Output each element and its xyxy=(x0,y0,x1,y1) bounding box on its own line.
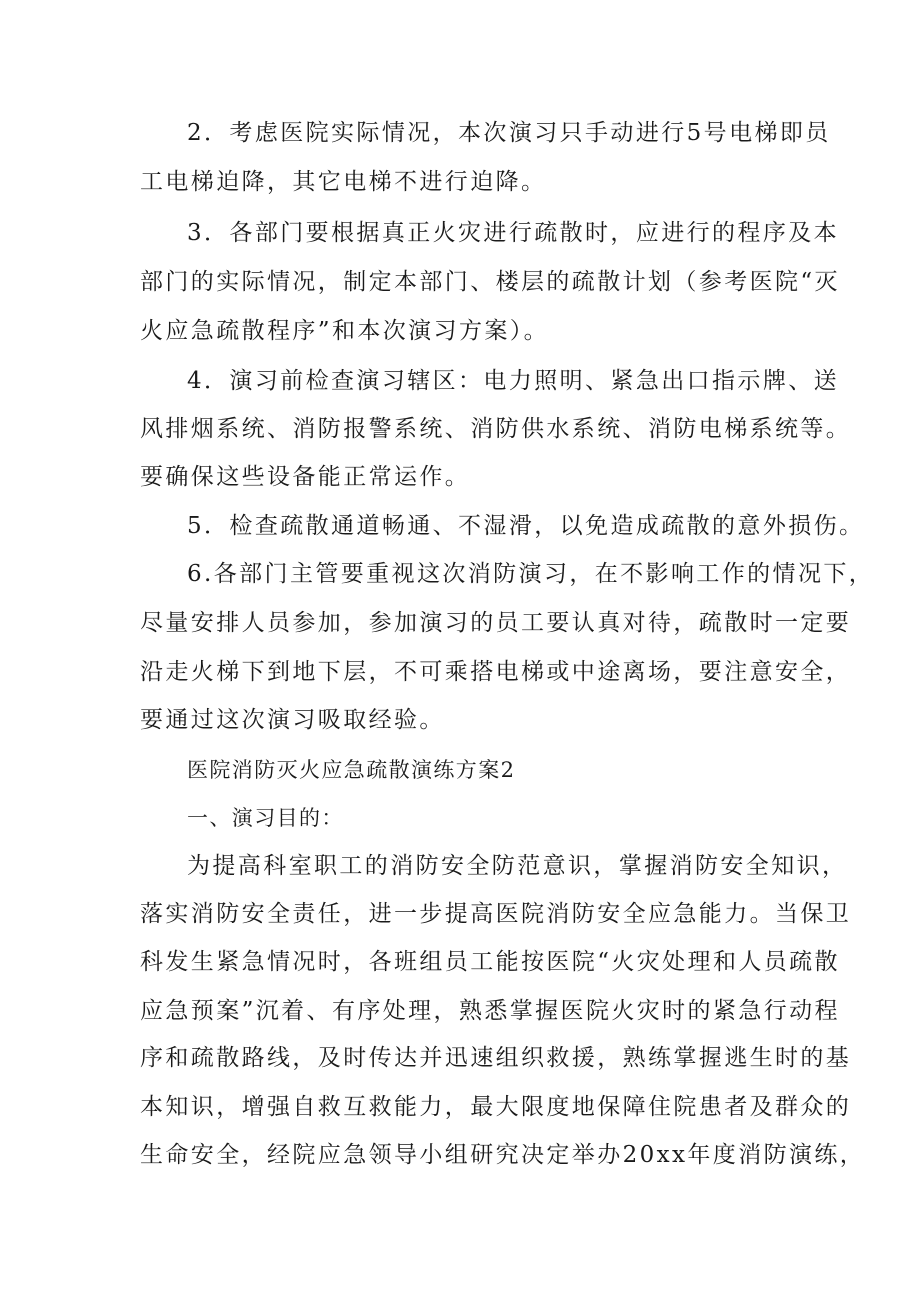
text-line: 落实消防安全责任，进一步提高医院消防安全应急能力。当保卫 xyxy=(140,901,852,927)
text-line: 要确保这些设备能正常运作。 xyxy=(140,464,471,490)
text-line: 部门的实际情况，制定本部门、楼层的疏散计划（参考医院“灭 xyxy=(140,269,840,295)
text-line: 应急预案”沉着、有序处理，熟悉掌握医院火灾时的紧急行动程 xyxy=(140,998,840,1024)
text-line: 2．考虑医院实际情况，本次演习只手动进行5号电梯即员 xyxy=(187,120,831,146)
text-line: 风排烟系统、消防报警系统、消防供水系统、消防电梯系统等。 xyxy=(140,416,852,442)
text-line: 生命安全，经院应急领导小组研究决定举办20xx年度消防演练， xyxy=(140,1142,866,1168)
text-line: 4．演习前检查演习辖区：电力照明、紧急出口指示牌、送 xyxy=(187,368,840,394)
text-line: 要通过这次演习吸取经验。 xyxy=(140,707,445,733)
text-line: 工电梯迫降，其它电梯不进行迫降。 xyxy=(140,169,547,195)
text-line: 序和疏散路线，及时传达并迅速组织救援，熟练掌握逃生时的基 xyxy=(140,1045,852,1071)
text-line: 尽量安排人员参加，参加演习的员工要认真对待，疏散时一定要 xyxy=(140,610,852,636)
text-line: 5．检查疏散通道畅通、不湿滑，以免造成疏散的意外损伤。 xyxy=(187,513,865,539)
text-line: 沿走火梯下到地下层，不可乘搭电梯或中途离场，要注意安全， xyxy=(140,659,852,685)
text-line: 科发生紧急情况时，各班组员工能按医院“火灾处理和人员疏散 xyxy=(140,949,840,975)
text-line: 火应急疏散程序”和本次演习方案）。 xyxy=(140,318,550,344)
text-line: 3．各部门要根据真正火灾进行疏散时，应进行的程序及本 xyxy=(187,220,840,246)
section-title: 医院消防灭火应急疏散演练方案2 xyxy=(187,758,516,782)
text-line: 本知识，增强自救互救能力，最大限度地保障住院患者及群众的 xyxy=(140,1094,852,1120)
text-line: 为提高科室职工的消防安全防范意识，掌握消防安全知识， xyxy=(187,853,848,879)
section-heading: 一、演习目的： xyxy=(187,806,344,830)
text-line: 6.各部门主管要重视这次消防演习，在不影响工作的情况下， xyxy=(187,561,875,587)
